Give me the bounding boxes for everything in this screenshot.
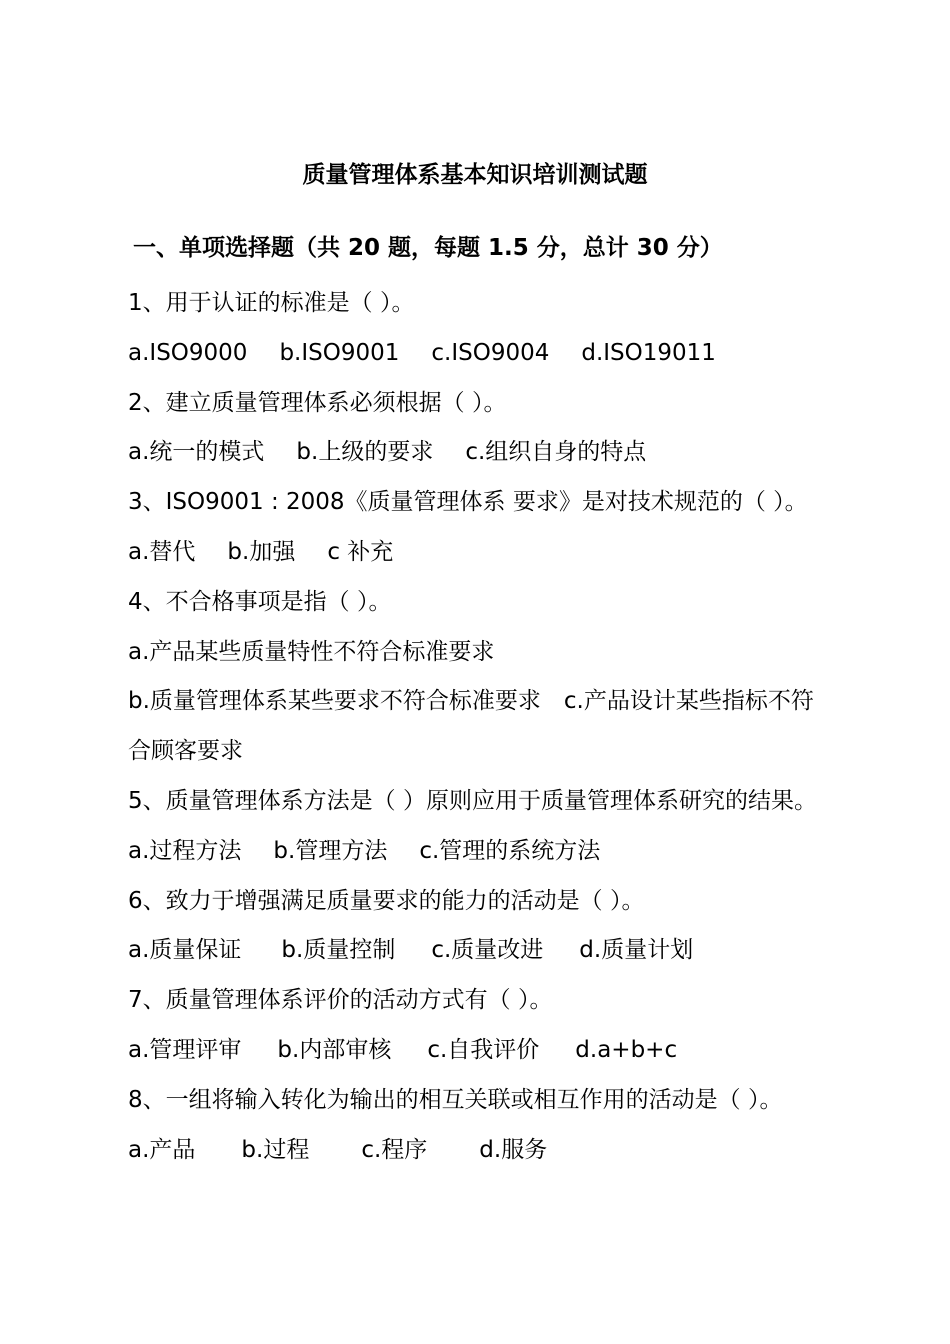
question-stem: 4、不合格事项是指（ ）。	[128, 588, 392, 615]
option: c 补充	[327, 538, 394, 565]
option: d.服务	[479, 1136, 548, 1163]
question-stem: 6、致力于增强满足质量要求的能力的活动是（ ）。	[128, 887, 645, 914]
question-stem: 3、ISO9001 : 2008《质量管理体系 要求》是对技术规范的（ ）。	[128, 489, 808, 516]
option: a.过程方法	[128, 837, 242, 864]
question-stem: 1、用于认证的标准是（ ）。	[128, 290, 415, 316]
option: a.产品	[128, 1136, 196, 1163]
question-options	[128, 926, 828, 976]
option: c.管理的系统方法	[419, 837, 601, 864]
option: b.ISO9001	[279, 339, 400, 366]
option: a.管理评审	[128, 1036, 242, 1063]
option: b.上级的要求	[296, 439, 434, 466]
option: c.程序	[361, 1136, 428, 1163]
option: b.管理方法	[273, 837, 388, 864]
option: b.过程	[241, 1136, 310, 1163]
question-options	[128, 827, 828, 877]
option: c.组织自身的特点	[465, 439, 647, 466]
option: b.内部审核	[277, 1036, 392, 1063]
question-options	[128, 1126, 828, 1176]
option: d.a+b+c	[575, 1036, 678, 1063]
option: c.质量改进	[431, 937, 544, 964]
question-stem: 8、一组将输入转化为输出的相互关联或相互作用的活动是（ ）。	[128, 1086, 783, 1113]
question-list	[128, 279, 828, 1175]
option: c.自我评价	[427, 1036, 540, 1063]
question-stem: 2、建立质量管理体系必须根据（ ）。	[128, 389, 507, 416]
question-option-line: a.产品某些质量特性不符合标准要求	[128, 638, 495, 665]
option: a.ISO9000	[128, 339, 248, 366]
option: b.质量控制	[281, 937, 396, 964]
question-options	[128, 428, 828, 478]
question-options	[128, 1026, 828, 1076]
option: a.质量保证	[128, 937, 242, 964]
question-option-line: b.质量管理体系某些要求不符合标准要求 c.产品设计某些指标不符合顾客要求	[128, 688, 814, 765]
option: a.替代	[128, 538, 196, 565]
question-options	[128, 329, 828, 379]
question-options	[128, 528, 828, 578]
section-heading: 一、单项选择题（共 20 题，每题 1.5 分，总计 30 分）	[133, 235, 723, 261]
question-stem: 5、质量管理体系方法是（ ）原则应用于质量管理体系研究的结果。	[128, 787, 817, 814]
option: b.加强	[227, 538, 296, 565]
option: a.统一的模式	[128, 439, 265, 466]
option: d.质量计划	[579, 937, 694, 964]
document-title: 质量管理体系基本知识培训测试题	[302, 162, 648, 188]
option: c.ISO9004	[431, 339, 550, 366]
option: d.ISO19011	[581, 339, 716, 366]
question-stem: 7、质量管理体系评价的活动方式有（ ）。	[128, 987, 553, 1014]
